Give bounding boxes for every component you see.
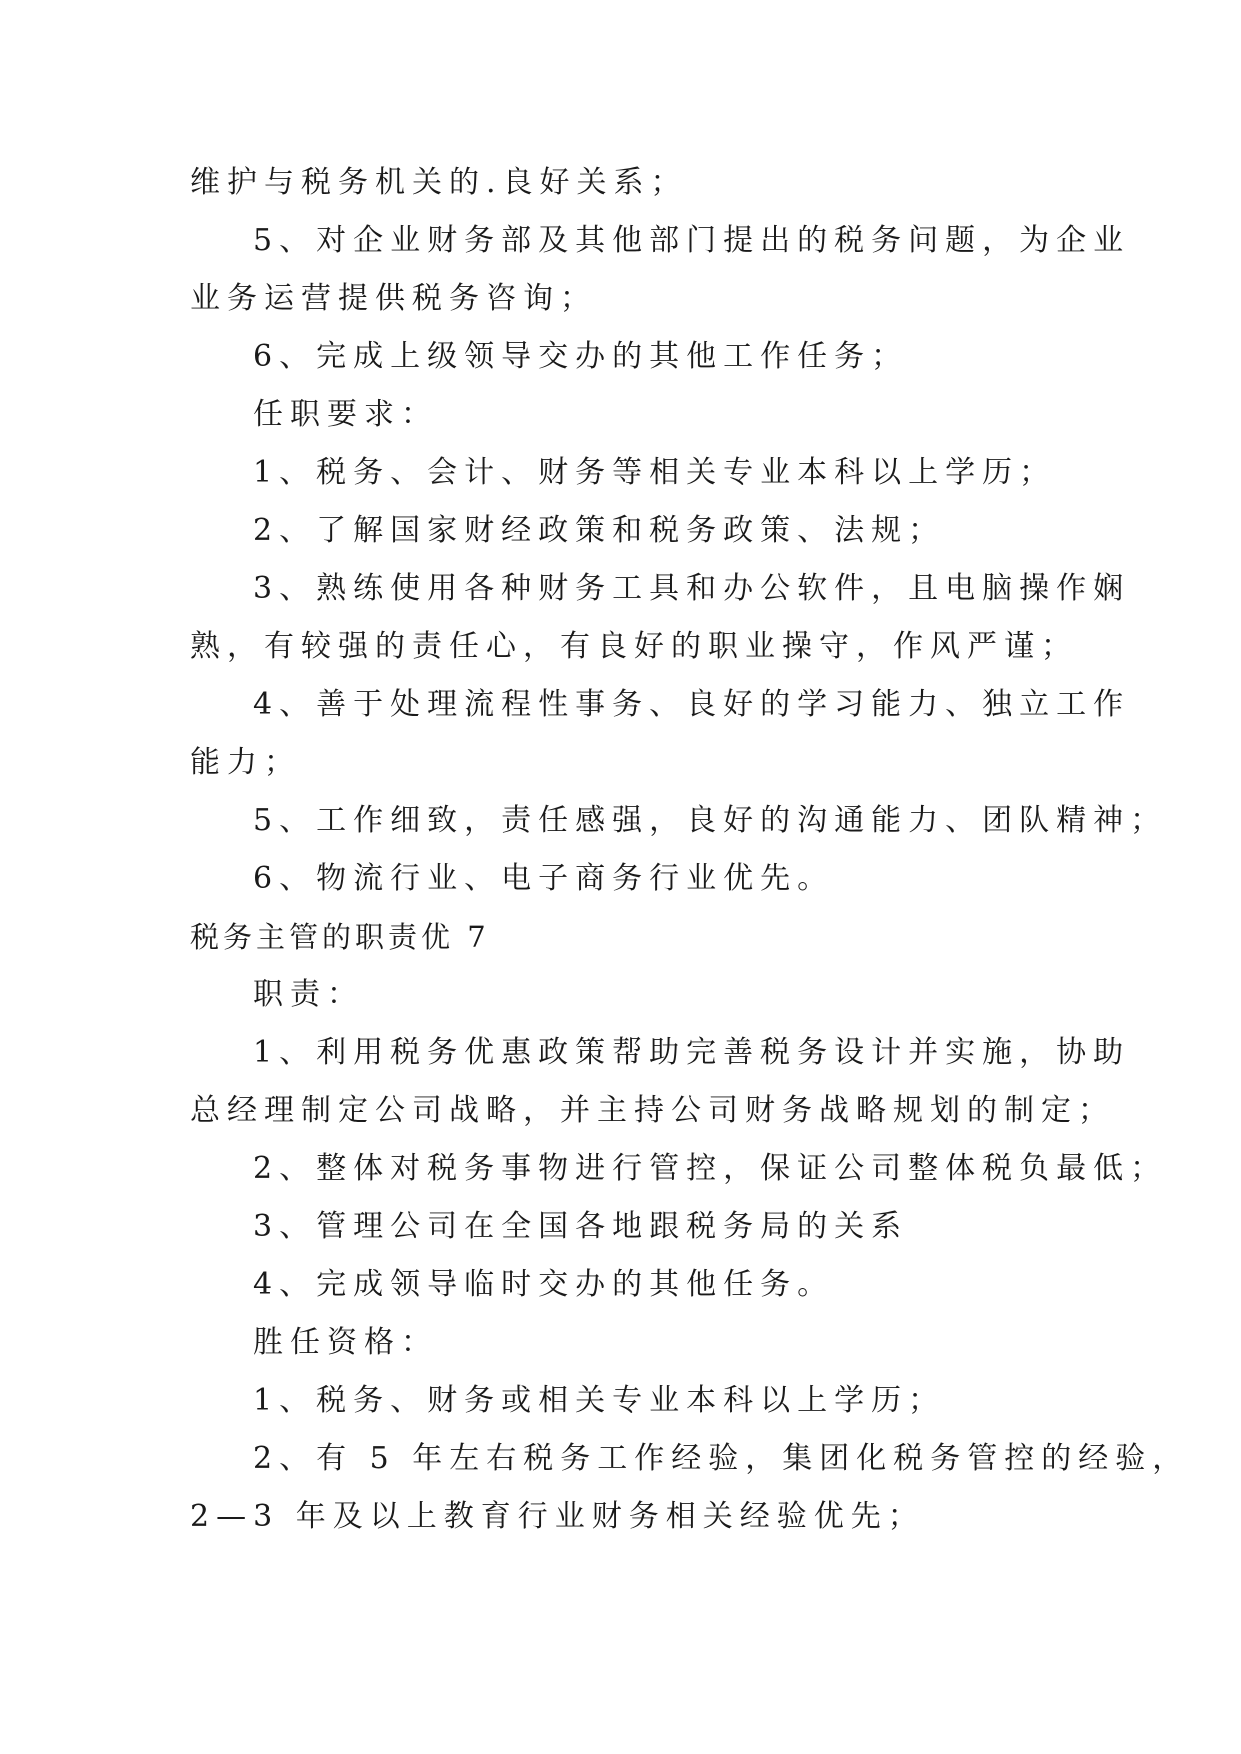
paragraph-line: 2、整体对税务事物进行管控，保证公司整体税负最低； xyxy=(253,1151,1168,1186)
paragraph-line: 业务运营提供税务咨询； xyxy=(190,281,597,316)
paragraph-line: 熟，有较强的责任心，有良好的职业操守，作风严谨； xyxy=(190,629,1078,664)
section-label: 胜任资格： xyxy=(253,1325,438,1360)
paragraph-line: 6、物流行业、电子商务行业优先。 xyxy=(253,861,835,896)
paragraph-line: 总经理制定公司战略，并主持公司财务战略规划的制定； xyxy=(190,1093,1115,1128)
paragraph-line: 能力； xyxy=(190,745,301,780)
paragraph-line: 1、利用税务优惠政策帮助完善税务设计并实施，协助 xyxy=(253,1035,1131,1070)
paragraph-line: 维护与税务机关的.良好关系； xyxy=(190,165,688,200)
paragraph-line: 6、完成上级领导交办的其他工作任务； xyxy=(253,339,909,374)
paragraph-line: 1、税务、会计、财务等相关专业本科以上学历； xyxy=(253,455,1057,490)
paragraph-line: 1、税务、财务或相关专业本科以上学历； xyxy=(253,1383,946,1418)
section-label: 任职要求： xyxy=(253,397,438,432)
paragraph-line: 5、对企业财务部及其他部门提出的税务问题，为企业 xyxy=(253,223,1131,258)
paragraph-line: 2、了解国家财经政策和税务政策、法规； xyxy=(253,513,946,548)
document-body xyxy=(190,154,1190,1546)
paragraph-line: 4、完成领导临时交办的其他任务。 xyxy=(253,1267,835,1302)
paragraph-line: 4、善于处理流程性事务、良好的学习能力、独立工作 xyxy=(253,687,1131,722)
paragraph-line: 2、有 5 年左右税务工作经验，集团化税务管控的经验， xyxy=(253,1441,1190,1476)
section-label: 职责： xyxy=(253,977,364,1012)
paragraph-line: 3、管理公司在全国各地跟税务局的关系 xyxy=(253,1209,909,1244)
paragraph-line: 2—3 年及以上教育行业财务相关经验优先； xyxy=(190,1499,925,1534)
paragraph-line: 3、熟练使用各种财务工具和办公软件，且电脑操作娴 xyxy=(253,571,1131,606)
paragraph-line: 5、工作细致，责任感强，良好的沟通能力、团队精神； xyxy=(253,803,1168,838)
section-heading: 税务主管的职责优 7 xyxy=(190,920,490,954)
